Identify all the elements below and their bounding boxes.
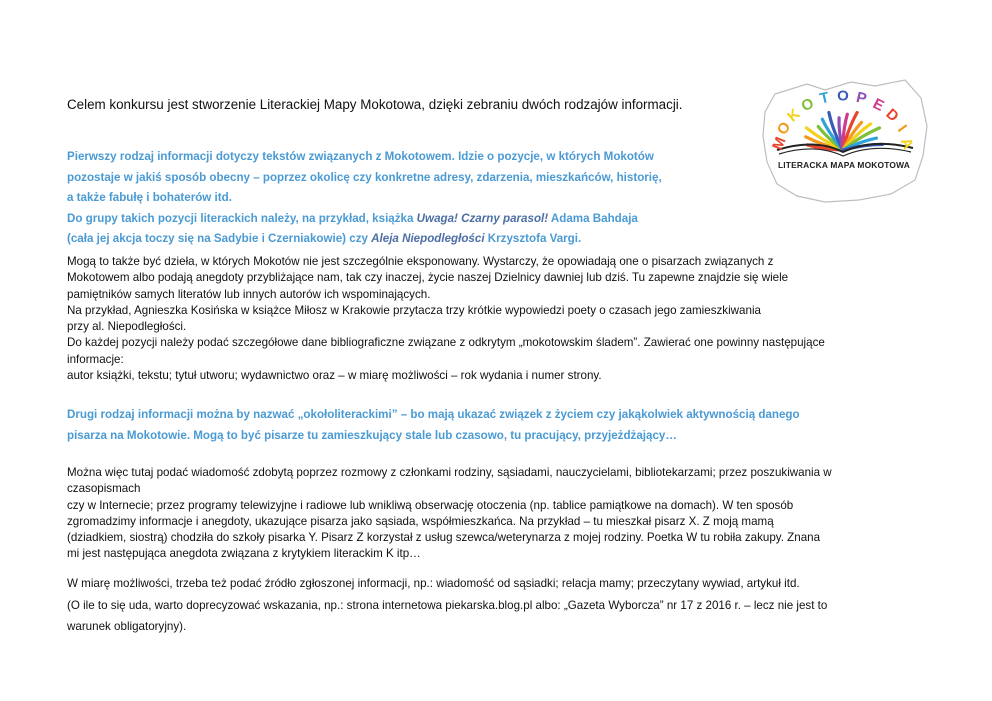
wordmark-letter: O	[773, 118, 795, 139]
wordmark-letter: T	[818, 88, 831, 108]
section1-line	[67, 209, 757, 230]
paragraph-line: (O ile to się uda, warto doprecyzować wskazania, np.: strona internetowa piekarska.blog.pl albo: „Gazeta Wyborcza” nr 17 z 2016 r. – lecz nie jest to	[67, 598, 828, 612]
section-texts-about-mokotow	[67, 147, 757, 250]
section2-line: pisarza na Mokotowie. Mogą to być pisarze tu zamieszkujący stale lub czasowo, tu pracujący, przyjeżdżający…	[67, 429, 677, 442]
wordmark-letter: E	[870, 95, 887, 115]
paragraph-line: (dziadkiem, siostrą) chodziła do szkoły pisarka Y. Pisarz Z korzystał z usług szewca/weterynarza z mojej rodziny. Poetka W tu robiła zakupy. Znana	[67, 531, 821, 545]
paragraph-line: mi jest następująca anegdota związana z krytykiem literackim K itp…	[67, 547, 421, 561]
paragraph-line: czasopismach	[67, 482, 141, 496]
paragraph-line: warunek obligatoryjny).	[67, 620, 187, 633]
intro-text: Celem konkursu jest stworzenie Literackiej Mapy Mokotowa, dzięki zebraniu dwóch rodzajów informacji.	[67, 97, 683, 112]
mokotopedia-logo	[755, 76, 933, 206]
section1-line: Pierwszy rodzaj informacji dotyczy tekstów związanych z Mokotowem. Idzie o pozycje, w których Mokotów	[67, 150, 654, 163]
section1-line	[67, 229, 757, 250]
book-title-uwaga-czarny-parasol: Uwaga! Czarny parasol!	[416, 211, 549, 225]
section1-line: a także fabułę i bohaterów itd.	[67, 191, 232, 204]
paragraph-line: pamiętników samych literatów lub innych autorów ich wspominających.	[67, 287, 431, 301]
section1-line: pozostaje w jakiś sposób obecny – poprzez okolicę czy konkretne adresy, zdarzenia, mieszkańców, historię,	[67, 170, 662, 184]
logo-caption: LITERACKA MAPA MOKOTOWA	[777, 160, 911, 170]
wordmark-letter: O	[798, 94, 817, 116]
section-para-literary-info	[67, 404, 927, 446]
wordmark-letter: A	[896, 135, 917, 152]
wordmark-letter: D	[882, 105, 902, 126]
paragraph-line: Do każdej pozycji należy podać szczegółowe dane bibliograficzne związane z odkrytym „mokotowskim śladem”. Zawierać one powinny następujące	[67, 336, 825, 350]
wordmark-letter: K	[784, 105, 804, 126]
paragraph-line: Na przykład, Agnieszka Kosińska w książce Miłosz w Krakowie przytacza trzy krótkie wypowiedzi poety o czasach jego zamieszkiwania	[67, 303, 761, 317]
paragraph-line: przy al. Niepodległości.	[67, 320, 187, 334]
section1-text: Adama Bahdaja	[548, 211, 638, 225]
wordmark-letter: I	[893, 121, 911, 136]
paragraph-sources-of-info	[67, 465, 937, 563]
paragraph-line: W miarę możliwości, trzeba też podać źródło zgłoszonej informacji, np.: wiadomość od sąsiadki; relacja mamy; przeczytany wywiad, artykuł itd.	[67, 577, 800, 590]
paragraph-line: zgromadzimy informacje i anegdoty, ukazujące pisarza jako sąsiada, współmieszkańca. Na przykład – tu mieszkał pisarz X. Z moją mamą	[67, 514, 774, 528]
section1-text: Do grupy takich pozycji literackich należy, na przykład, książka	[67, 211, 417, 225]
paragraph-line: czy w Internecie; przez programy telewizyjne i radiowe lub wnikliwą obserwację otoczenia (np. tablice pamiątkowe na domach). W ten sposób	[67, 498, 794, 512]
wordmark-letter: O	[837, 87, 849, 105]
paragraph-line: Mogą to także być dzieła, w których Mokotów nie jest szczególnie eksponowany. Wystarczy, że opowiadają one o pisarzach związanych z	[67, 255, 774, 268]
paragraph-line: informacje:	[67, 352, 124, 366]
paragraph-line: Można więc tutaj podać wiadomość zdobytą poprzez rozmowy z członkami rodziny, sąsiadami, nauczycielami, bibliotekarzami; przez poszukiwania w	[67, 466, 832, 479]
paragraph-line: autor książki, tekstu; tytuł utworu; wydawnictwo oraz – w miarę możliwości – rok wydania i numer strony.	[67, 369, 602, 383]
paragraph-source-attribution	[67, 573, 937, 638]
book-title-aleja-niepodleglosci: Aleja Niepodległości	[371, 232, 485, 245]
wordmark-letter: P	[854, 88, 869, 108]
section1-text: Krzysztofa Vargi.	[484, 232, 582, 245]
paragraph-other-works	[67, 254, 937, 384]
section1-text: (cała jej akcja toczy się na Sadybie i Czerniakowie) czy	[67, 232, 372, 245]
section2-line: Drugi rodzaj informacji można by nazwać „okołoliterackimi” – bo mają ukazać związek z życiem czy jakąkolwiek aktywnością danego	[67, 408, 800, 421]
paragraph-line: Mokotowem albo podają anegdoty przybliżające nam, tak czy inaczej, życie naszej Dzielnicy dawniej lub dziś. Tu zapewne znajdzie się wiele	[67, 271, 789, 285]
wordmark-letter: M	[769, 134, 790, 153]
